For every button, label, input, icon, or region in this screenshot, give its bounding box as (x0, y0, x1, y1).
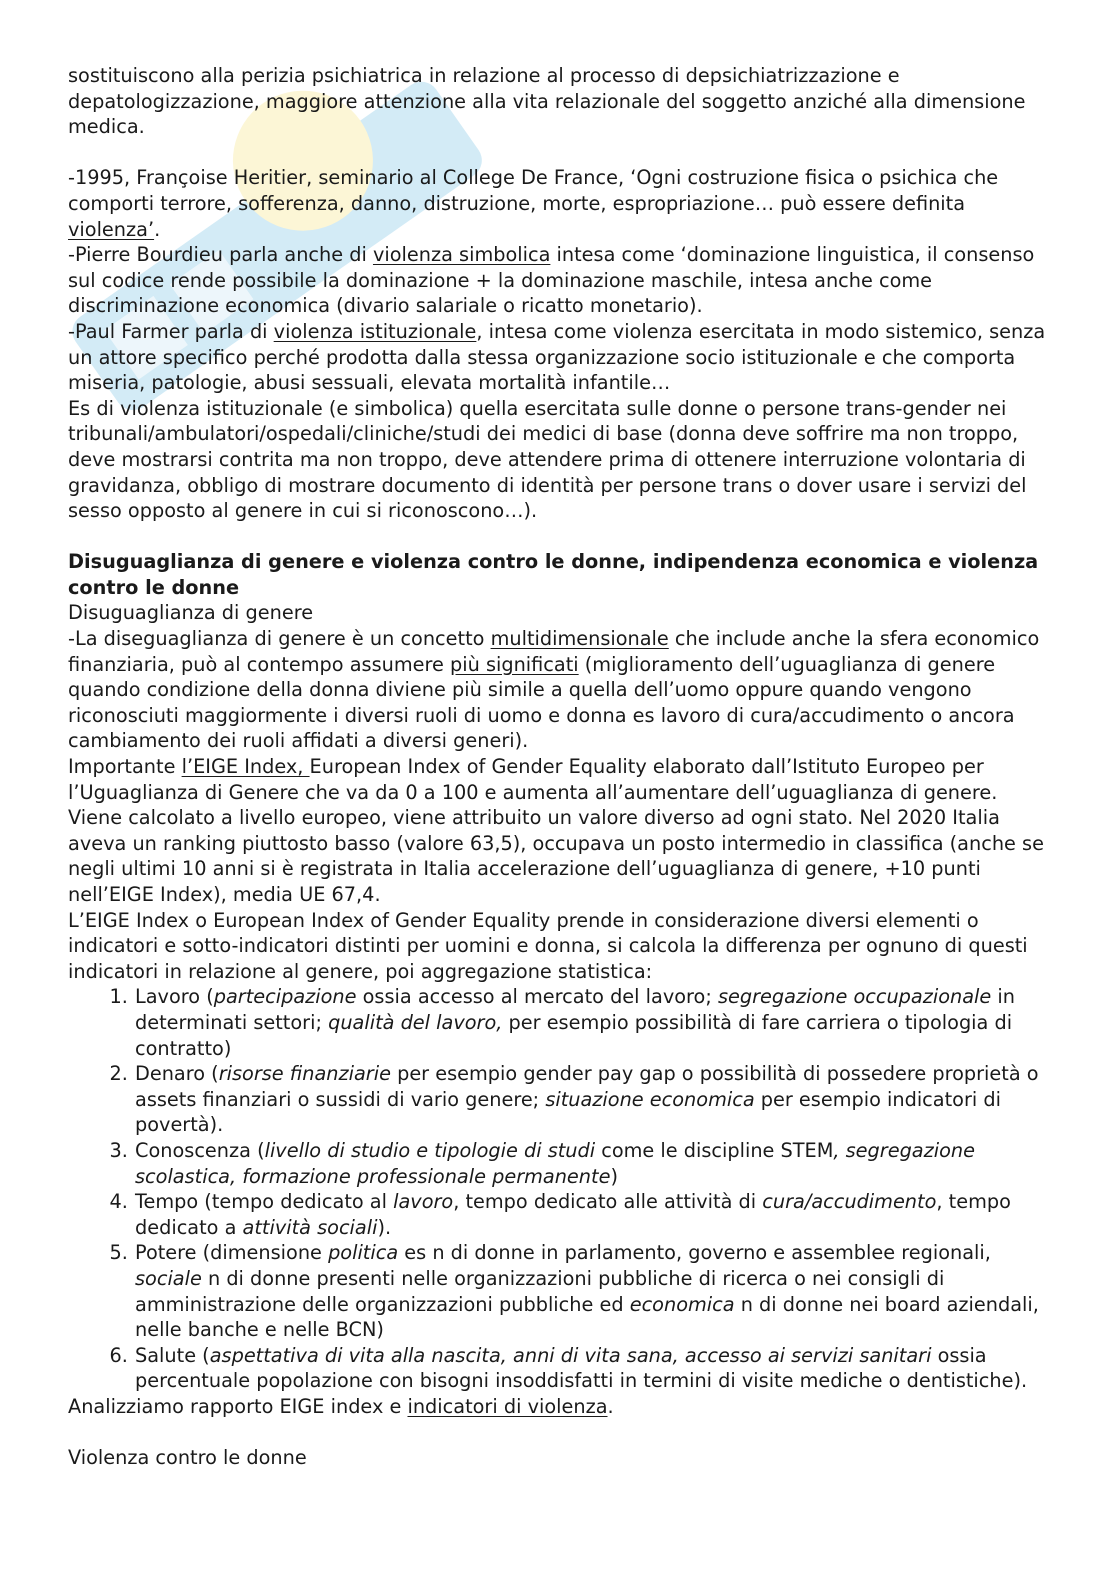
term-violenza-simbolica: violenza simbolica (372, 243, 551, 267)
term-indicatori-di-violenza: indicatori di violenza (407, 1394, 608, 1418)
list-item-denaro: 2. Denaro (risorse finanziarie per esempio gender pay gap o possibilità di possedere proprietà o assets finanziari o sussidi di vario genere; situazione economica per esempio indicatori di povertà). (134, 1061, 1056, 1138)
list-item-potere: 5. Potere (dimensione politica es n di donne in parlamento, governo e assemblee regionali, sociale n di donne presenti nelle organizzazioni pubbliche di ricerca o nei consigli di amministrazione delle organizzazioni pubbliche ed economica n di donne nei board aziendali, nelle banche e nelle BCN) (134, 1240, 1056, 1342)
list-item-lavoro: 1. Lavoro (partecipazione ossia accesso al mercato del lavoro; segregazione occupazionale in determinati settori; qualità del lavoro, per esempio possibilità di fare carriera o tipologia di contratto) (134, 984, 1056, 1061)
list-item-tempo: 4. Tempo (tempo dedicato al lavoro, tempo dedicato alle attività di cura/accudimento, tempo dedicato a attività sociali). (134, 1189, 1056, 1240)
term-violenza-istituzionale: violenza istituzionale (273, 319, 477, 343)
term-piu-significati: più significati (450, 652, 579, 676)
term-violenza: violenza’ (68, 217, 155, 241)
term-eige-index: l’EIGE Index, (181, 755, 310, 779)
intro-continuation: sostituiscono alla perizia psichiatrica in relazione al processo di depsichiatrizzazione e depatologizzazione, maggiore attenzione alla vita relazionale del soggetto anziché alla dimensione medica. (68, 64, 1026, 139)
indicators-list (68, 984, 1056, 1394)
indicators-paragraph: L’EIGE Index o European Index of Gender Equality prende in considerazione diversi elementi o indicatori e sotto-indicatori distinti per uomini e donna, si calcola la differenza per ognuno di questi indicatori in relazione al genere, poi aggregazione statistica: (68, 908, 1028, 983)
inequality-paragraph: -La diseguaglianza di genere è un concetto multidimensionale che include anche la sfera economico finanziaria, può al contempo assumere più significati (miglioramento dell’uguaglianza di genere quando condizione della donna diviene più simile a quella dell’uomo oppure quando vengono riconosciuti maggiormente i diversi ruoli di uomo e donna es lavoro di cura/accudimento o ancora cambiamento dei ruoli affidati a diversi generi). (68, 627, 1040, 753)
term-multidimensionale: multidimensionale (490, 627, 669, 651)
bourdieu-paragraph: -Pierre Bourdieu parla anche di violenza simbolica intesa come ‘dominazione linguistica, il consenso sul codice rende possibile la dominazione + la dominazione maschile, intesa anche come discriminazione economica (divario salariale o ricatto monetario). (68, 243, 1035, 318)
institutional-violence-example: Es di violenza istituzionale (e simbolica) quella esercitata sulle donne o persone trans-gender nei tribunali/ambulatori/ospedali/cliniche/studi dei medici di base (donna deve soffrire ma non troppo, deve mostrarsi contrita ma non troppo, deve attendere prima di ottenere interruzione volontaria di gravidanza, obbligo di mostrare documento di identità per persone trans o dover usare i servizi del sesso opposto al genere in cui si riconoscono…). (68, 396, 1027, 523)
next-section-heading: Violenza contro le donne (68, 1446, 307, 1470)
subheading: Disuguaglianza di genere (68, 601, 314, 625)
farmer-paragraph: -Paul Farmer parla di violenza istituzionale, intesa come violenza esercitata in modo sistemico, senza un attore specifico perché prodotta dalla stessa organizzazione socio istituzionale e che comporta miseria, patologie, abusi sessuali, elevata mortalità infantile… (68, 319, 1046, 395)
list-item-salute: 6. Salute (aspettativa di vita alla nascita, anni di vita sana, accesso ai servizi sanitari ossia percentuale popolazione con bisogni insoddisfatti in termini di visite mediche o dentistiche). (134, 1343, 1056, 1394)
closing-paragraph: Analizziamo rapporto EIGE index e indicatori di violenza. (68, 1394, 614, 1418)
heritier-paragraph: -1995, Françoise Heritier, seminario al College De France, ‘Ogni costruzione fisica o psichica che comporti terrore, sofferenza, danno, distruzione, morte, espropriazione… può essere definita violenza’. (68, 166, 999, 241)
section-heading: Disuguaglianza di genere e violenza contro le donne, indipendenza economica e violenza contro le donne (68, 550, 1039, 599)
eige-paragraph: Importante l’EIGE Index, European Index of Gender Equality elaborato dall’Istituto Europeo per l’Uguaglianza di Genere che va da 0 a 100 e aumenta all’aumentare dell’uguaglianza di genere. Viene calcolato a livello europeo, viene attribuito un valore diverso ad ogni stato. Nel 2020 Italia aveva un ranking piuttosto basso (valore 63,5), occupava un posto intermedio in classifica (anche se negli ultimi 10 anni si è registrata in Italia accelerazione dell’uguaglianza di genere, +10 punti nell’EIGE Index), media UE 67,4. (68, 755, 1044, 906)
list-item-conoscenza: 3. Conoscenza (livello di studio e tipologie di studi come le discipline STEM, segregazione scolastica, formazione professionale permanente) (134, 1138, 1056, 1189)
